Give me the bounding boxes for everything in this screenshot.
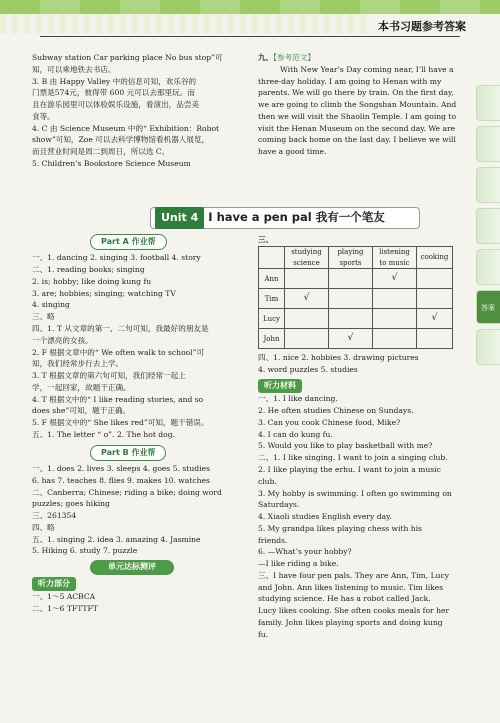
answer-line: puzzles; goes hiking [32, 499, 110, 509]
section-label: 九、 [258, 53, 274, 62]
unit-title: I have a pen pal 我有一个笔友 [208, 210, 385, 225]
side-tab-label: 答案 [481, 304, 495, 312]
answer-line: 6. has 7. teaches 8. flies 9. makes 10. watches [32, 475, 210, 485]
table-cell [285, 269, 329, 289]
text-line: 而且营业时间是周二到周日，所以选 C。 [32, 147, 170, 157]
table-cell [417, 269, 453, 289]
answer-line: 一、1. dancing 2. singing 3. football 4. story [32, 253, 201, 263]
unit-tag: Unit 4 [155, 207, 204, 228]
table-row [259, 329, 453, 349]
answer-line: 一个漂亮的女孩。 [32, 335, 93, 345]
table-cell-name: Lucy [259, 309, 285, 329]
text-line: 3. B 由 Happy Valley 中的信息可知，欢乐谷的 [32, 76, 197, 86]
table-cell-name: John [259, 329, 285, 349]
sample-essay [258, 52, 458, 158]
table-cell: √ [285, 289, 329, 309]
transcript-line: 二、1. I like singing. I want to join a singing club. [258, 453, 448, 463]
side-tab[interactable] [476, 208, 500, 244]
table-cell: √ [417, 309, 453, 329]
table-cell [285, 329, 329, 349]
side-tab[interactable] [476, 329, 500, 365]
answer-line: 3. T 根据文章的第六句可知，我们经常一起上 [32, 371, 186, 381]
side-tabs [476, 85, 500, 370]
essay-line: three-day holiday. I am going to Henan with my [258, 76, 442, 86]
left-top-block [32, 52, 254, 170]
table-cell [373, 329, 417, 349]
transcript-line: 三、I have four pen pals. They are Ann, Tim, Lucy [258, 570, 450, 580]
header-divider [40, 36, 460, 37]
text-line: Subway station Car parking place No bus stop”可 [32, 53, 223, 62]
transcript-line: 4. Xiaoli studies English every day. [258, 512, 392, 522]
table-cell: √ [373, 269, 417, 289]
answer-line: 3. are; hobbies; singing; watching TV [32, 288, 176, 298]
table-cell [373, 289, 417, 309]
transcript-line: 2. He often studies Chinese on Sundays. [258, 406, 414, 416]
table-cell [285, 309, 329, 329]
answer-line: 4. word puzzles 5. studies [258, 365, 358, 375]
table-cell: √ [329, 329, 373, 349]
transcript-line: club. [258, 476, 277, 486]
answer-line: 三、略 [32, 312, 55, 322]
answer-line: 一、1. does 2. lives 3. sleeps 4. goes 5. studies [32, 464, 210, 474]
unit-banner [150, 207, 420, 229]
answer-line: 2. F 根据文章中的“ We often walk to school”可 [32, 347, 205, 357]
transcript-line: Lucy likes cooking. She often cooks meals for her [258, 606, 450, 616]
listening-material-title: 听力材料 [258, 379, 302, 393]
answer-line: does she”可知，题干正确。 [32, 406, 131, 416]
table-row [259, 289, 453, 309]
essay-line: visit the Henan Museum on the second day. We are [258, 123, 456, 133]
text-line: 门票是574元，彼得带 600 元可以去那里玩。而 [32, 88, 195, 98]
text-line: 4. C 由 Science Museum 中的“ Exhibition：Robot [32, 123, 220, 133]
answer-line: 五、1. The letter “ o”. 2. The hot dog. [32, 429, 176, 439]
section-label: 三、 [258, 235, 274, 244]
hobby-table [258, 246, 453, 350]
answer-line: 4. singing [32, 300, 70, 310]
essay-line: we are going to climb the Songshan Mountain. And [258, 100, 457, 110]
text-line: show”可知，Zoe 可以去科学博物馆看机器人展览， [32, 135, 210, 145]
transcript-line: fu. [258, 629, 269, 639]
essay-line: have a good time. [258, 147, 327, 157]
answer-line: 4. T 根据文中的“ I like reading stories, and so [32, 394, 204, 404]
transcript-line: studying science. He has a robot called Jack. [258, 594, 431, 604]
table-header-row [259, 246, 453, 269]
page-header [0, 0, 500, 40]
transcript-line: 5. My grandpa likes playing chess with his [258, 523, 423, 533]
answer-line: 四、1. T 从文章的第一、二句可知，我最好的朋友是 [32, 323, 209, 333]
header-title: 本书习题参考答案 [378, 20, 466, 33]
side-tab[interactable] [476, 167, 500, 203]
header-stripe [0, 14, 370, 34]
answer-line: 二、1～6 TFTTFT [32, 603, 98, 613]
side-tab[interactable] [476, 126, 500, 162]
table-cell-name: Ann [259, 269, 285, 289]
text-line: 知，可以乘地铁去书店。 [32, 64, 116, 74]
answer-line: 五、1. singing 2. idea 3. amazing 4. Jasmine [32, 534, 201, 544]
transcript-line: 一、1. I like dancing. [258, 394, 338, 404]
table-header-cell: studying science [285, 246, 329, 269]
answer-line: 二、Canberra; Chinese; riding a bike; doing word [32, 487, 222, 497]
text-line: 5. Children’s Bookstore Science Museum [32, 158, 191, 168]
transcript-line: 3. My hobby is swimming. I often go swimming on [258, 488, 452, 498]
table-cell [329, 309, 373, 329]
table-cell [329, 269, 373, 289]
header-green-strip [0, 0, 500, 14]
answer-line: 5. Hiking 6. study 7. puzzle [32, 546, 138, 556]
transcript-line: 6. —What’s your hobby? [258, 547, 352, 557]
essay-line: then we will visit the Shaolin Temple. I am going to [258, 111, 457, 121]
text-line: 且在游乐园里可以体验娱乐设施，看演出，品尝美 [32, 100, 200, 110]
side-tab-active[interactable] [476, 290, 500, 324]
part-b-title: Part B 作业帮 [90, 445, 166, 461]
essay-line: coming back home on the last day. I believe we will [258, 135, 456, 145]
transcript-line: friends. [258, 535, 288, 545]
transcript-line: Saturdays. [258, 500, 300, 510]
transcript-line: family. John likes playing sports and doing kung [258, 617, 443, 627]
side-tab[interactable] [476, 249, 500, 285]
answer-line: 2. is; hobby; like doing kung fu [32, 276, 152, 286]
essay-tag: 【参考范文】 [273, 53, 315, 62]
table-header-cell [259, 246, 285, 269]
transcript-line: and John. Ann likes listening to music. Tim likes [258, 582, 444, 592]
transcript-line: —I like riding a bike. [258, 559, 339, 569]
table-header-cell: listening to music [373, 246, 417, 269]
essay-line: With New Year’s Day coming near, I’ll have a [280, 64, 454, 74]
table-cell [417, 329, 453, 349]
essay-line: parents. We will go there by train. On the first day, [258, 88, 454, 98]
answer-line: 5. F 根据文中的“ She likes red”可知，题干错误。 [32, 418, 209, 428]
table-header-cell: cooking [417, 246, 453, 269]
transcript-line: 2. I like playing the erhu. I want to join a music [258, 464, 441, 474]
answer-line: 一、1～5 ACBCA [32, 591, 96, 601]
answer-line: 二、1. reading books; singing [32, 265, 145, 275]
table-row [259, 269, 453, 289]
table-row [259, 309, 453, 329]
side-tab[interactable] [476, 85, 500, 121]
text-line: 食等。 [32, 111, 55, 121]
answer-line: 三、261354 [32, 511, 77, 521]
transcript-line: 4. I can do kung fu. [258, 429, 333, 439]
table-cell [329, 289, 373, 309]
table-cell-name: Tim [259, 289, 285, 309]
answer-line: 四、略 [32, 522, 55, 532]
answer-line: 学，一起回家，故题干正确。 [32, 382, 131, 392]
part-a-title: Part A 作业帮 [90, 234, 167, 250]
table-cell [373, 309, 417, 329]
answer-line: 知，我们经常步行去上学。 [32, 359, 124, 369]
transcript-line: 5. Would you like to play basketball with me? [258, 441, 433, 451]
table-header-cell: playing sports [329, 246, 373, 269]
transcript-line: 3. Can you cook Chinese food, Mike? [258, 417, 401, 427]
table-cell [417, 289, 453, 309]
essay-heading [258, 52, 458, 64]
unit-test-title: 单元达标测评 [90, 560, 174, 574]
listening-title: 听力部分 [32, 577, 76, 591]
answer-line: 四、1. nice 2. hobbies 3. drawing pictures [258, 353, 419, 363]
left-column [32, 232, 254, 614]
right-column [258, 234, 468, 640]
